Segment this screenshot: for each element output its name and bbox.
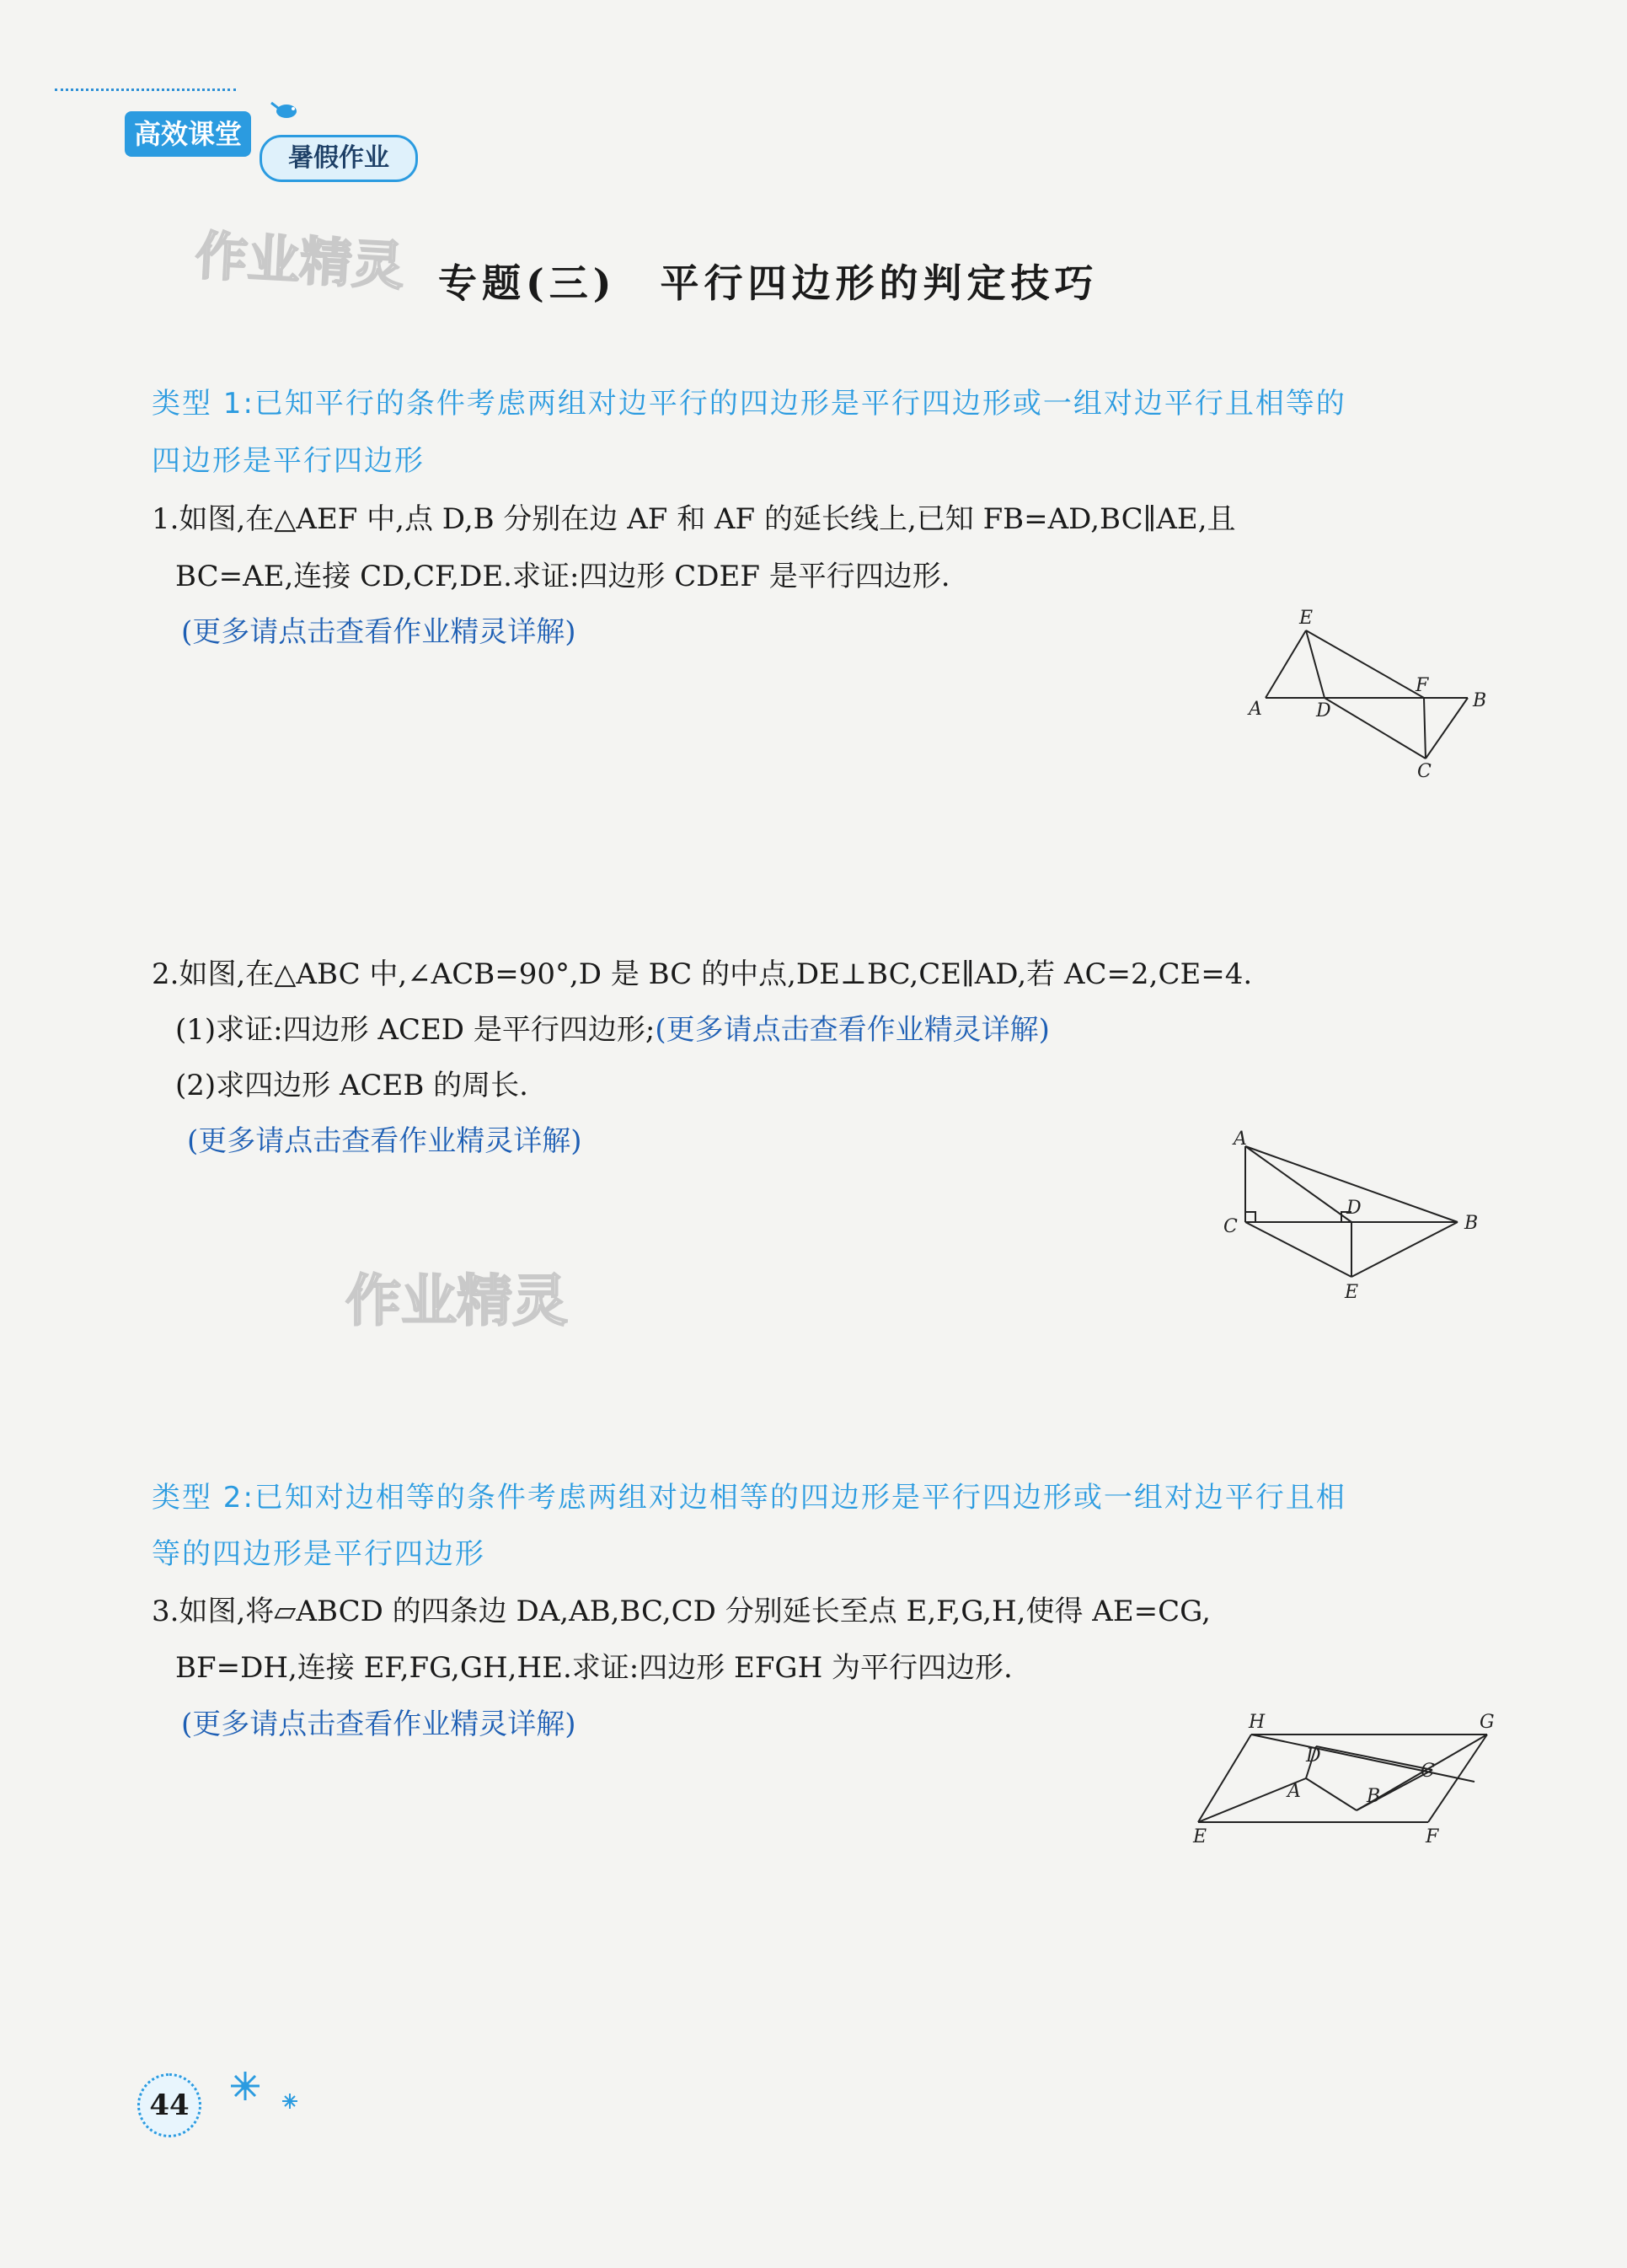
fig3-label-A: A [1287,1781,1301,1802]
fig1-label-F: F [1416,675,1429,696]
fig2-label-D: D [1346,1198,1362,1219]
fig2-label-C: C [1223,1216,1238,1237]
fig2-label-A: A [1234,1129,1247,1150]
q2-part1-text: (1)求证:四边形 ACED 是平行四边形; [175,1013,656,1047]
fig2-label-E: E [1345,1282,1359,1303]
q1-line1: 1.如图,在△AEF 中,点 D,B 分别在边 AF 和 AF 的延长线上,已知 FB=AD,BC∥AE,且 [152,502,1236,536]
q1-line2: BC=AE,连接 CD,CF,DE.求证:四边形 CDEF 是平行四边形. [175,560,950,593]
q3-detail-link[interactable]: (更多请点击查看作业精灵详解) [181,1708,576,1741]
q2-part1-link[interactable]: (更多请点击查看作业精灵详解) [655,1013,1050,1047]
q1-figure [1247,607,1491,784]
fig3-label-B: B [1367,1786,1381,1807]
fig1-label-B: B [1473,690,1487,711]
fig3-label-C: C [1421,1761,1435,1782]
q3-figure [1188,1694,1500,1854]
fig1-label-D: D [1316,700,1331,721]
type2-heading-line1: 类型 2:已知对边相等的条件考虑两组对边相等的四边形是平行四边形或一组对边平行且相 [152,1481,1346,1515]
q2-detail-link[interactable]: (更多请点击查看作业精灵详解) [187,1124,582,1158]
watermark: 作业精灵 [193,224,406,298]
q2-part1 [175,1001,1050,1059]
fig2-label-B: B [1464,1213,1479,1234]
fig1-label-A: A [1249,699,1262,720]
bird-icon [268,99,302,125]
type2-heading-line2: 等的四边形是平行四边形 [152,1537,485,1571]
type1-heading-line2: 四边形是平行四边形 [152,444,425,478]
fig3-label-D: D [1306,1745,1321,1767]
q2-line1: 2.如图,在△ABC 中,∠ACB=90°,D 是 BC 的中点,DE⊥BC,CE∥AD,若 AC=2,CE=4. [152,957,1253,991]
fig1-label-E: E [1299,608,1314,629]
page-number: 44 [137,2073,201,2137]
page-title: 专题(三) 平行四边形的判定技巧 [438,260,1099,306]
fig3-label-G: G [1480,1712,1495,1733]
q1-detail-link[interactable]: (更多请点击查看作业精灵详解) [181,615,576,649]
fig3-label-F: F [1426,1826,1439,1847]
q2-part2: (2)求四边形 ACEB 的周长. [175,1069,528,1102]
type1-heading-line1: 类型 1:已知平行的条件考虑两组对边平行的四边形是平行四边形或一组对边平行且相等的 [152,387,1346,421]
q3-line2: BF=DH,连接 EF,FG,GH,HE.求证:四边形 EFGH 为平行四边形. [175,1651,1013,1685]
fig3-label-H: H [1249,1712,1266,1733]
subtitle-badge: 暑假作业 [260,135,418,182]
q2-figure [1213,1129,1500,1315]
flower-icon [224,2065,317,2115]
fig3-label-E: E [1193,1826,1207,1847]
fig1-label-C: C [1417,761,1432,782]
watermark: 作业精灵 [345,1268,568,1333]
brand-badge: 高效课堂 [125,111,251,157]
header-rule [55,88,236,91]
q3-line1: 3.如图,将▱ABCD 的四条边 DA,AB,BC,CD 分别延长至点 E,F,G,H,使得 AE=CG, [152,1595,1211,1628]
